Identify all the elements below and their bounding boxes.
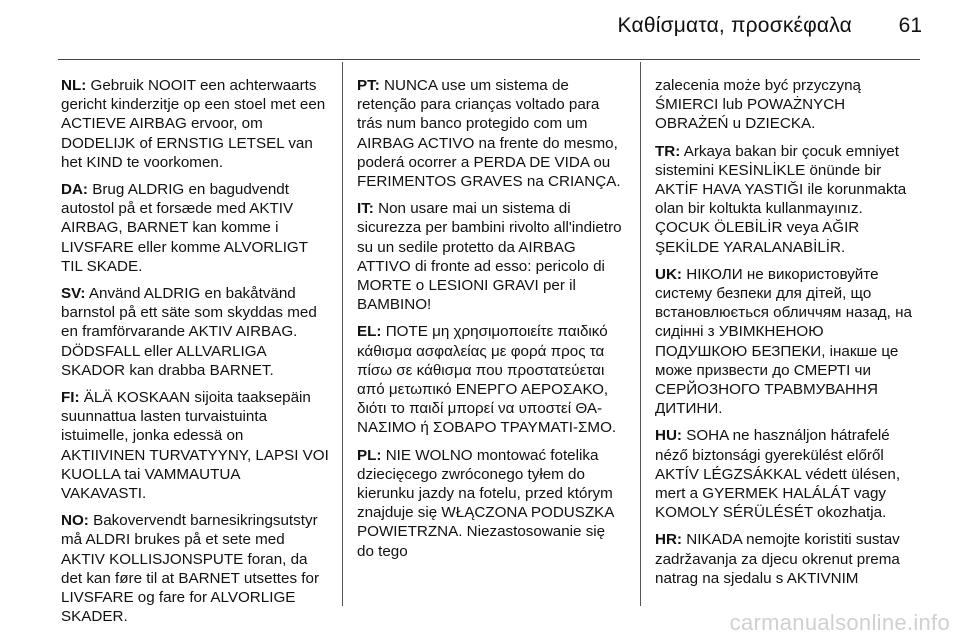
column-divider bbox=[640, 62, 641, 606]
language-code: IT: bbox=[357, 200, 374, 218]
column-divider bbox=[342, 62, 343, 606]
warning-text: Brug ALDRIG en bagudvendt autostol på et forsæde med AKTIV AIRBAG, BARNET kan komme i LIVSFARE eller komme ALVORLIGT TIL SKADE. bbox=[61, 181, 308, 275]
header-rule bbox=[58, 59, 920, 60]
language-code: EL: bbox=[357, 323, 382, 341]
page-title: Καθίσματα, προσκέφαλα bbox=[617, 14, 852, 37]
column-1 bbox=[61, 76, 329, 634]
warning-text: NUNCA use um sistema de retenção para crianças voltado para trás num banco protegido com um AIRBAG ACTIVO na frente do mesmo, poderá ocorrer a PERDA DE VIDA ou FERIMENTOS GRAVES na CRIANÇA. bbox=[357, 77, 621, 191]
warning-text: Använd ALDRIG en bakåtvänd barnstol på ett säte som skyddas med en framförvarande AKTIV AIRBAG. DÖDSFALL eller ALLVARLIGA SKADOR kan drabba BARNET. bbox=[61, 285, 317, 379]
warning-paragraph-nl bbox=[61, 76, 329, 172]
language-code: PL: bbox=[357, 446, 382, 464]
warning-text: zalecenia może być przyczyną ŚMIERCI lub POWAŻNYCH OBRAŻEŃ u DZIECKA. bbox=[655, 77, 861, 133]
page-header bbox=[0, 0, 960, 60]
warning-paragraph-sv bbox=[61, 284, 329, 380]
watermark: carmanualsonline.info bbox=[729, 610, 950, 635]
warning-paragraph-it bbox=[357, 199, 625, 314]
language-code: HU: bbox=[655, 427, 682, 445]
language-code: FI: bbox=[61, 389, 80, 407]
language-code: NL: bbox=[61, 77, 87, 94]
warning-text: ΠΟΤΕ μη χρησιμοποιείτε παιδικό κάθισμα ασφαλείας με φορά προς τα πίσω σε κάθισμα που προστατεύεται από μετωπικό ΕΝΕΡΓΟ ΑΕΡΟΣΑΚΟ, διότι το παιδί μπορεί να υποστεί ΘΑ-ΝΑΣΙΜΟ ή ΣΟΒΑΡΟ ΤΡΑΥΜΑΤΙ-ΣΜΟ. bbox=[357, 323, 617, 437]
warning-paragraph-da bbox=[61, 180, 329, 276]
warning-paragraph-no bbox=[61, 511, 329, 626]
language-code: DA: bbox=[61, 181, 88, 199]
warning-text: Gebruik NOOIT een achterwaarts gericht kinderzitje op een stoel met een ACTIEVE AIRBAG ervoor, om DODELIJK of ERNSTIG LETSEL van het KIND te voorkomen. bbox=[61, 77, 326, 171]
language-code: UK: bbox=[655, 265, 682, 283]
warning-paragraph-pl bbox=[357, 446, 625, 561]
warning-paragraph-el bbox=[357, 322, 625, 437]
page-number: 61 bbox=[898, 14, 922, 37]
warning-text: SOHA ne használjon hátrafelé néző biztonsági gyerekülést előről AKTÍV LÉGZSÁKKAL védett ülésen, mert a GYERMEK HALÁLÁT vagy KOMOLY SÉRÜLÉSÉT okozhatja. bbox=[655, 427, 901, 522]
warning-paragraph-tr bbox=[655, 142, 917, 257]
column-2 bbox=[357, 76, 625, 569]
warning-text: Bakovervendt barnesikringsutstyr må ALDRI brukes på et sete med AKTIV KOLLISJONSPUTE foran, da det kan føre til at BARNET utsettes for LIVSFARE og fare for ALVORLIGE SKADER. bbox=[61, 512, 320, 626]
language-code: SV: bbox=[61, 285, 86, 303]
warning-text: ÄLÄ KOSKAAN sijoita taaksepäin suunnattua lasten turvaistuinta istuimelle, jonka edessä on AKTIIVINEN TURVATYYNY, LAPSI VOI KUOLLA tai VAMMAUTUA VAKAVASTI. bbox=[61, 389, 329, 503]
warning-paragraph-hu bbox=[655, 426, 917, 522]
warning-paragraph-pl-continued bbox=[655, 76, 917, 134]
warning-text: Non usare mai un sistema di sicurezza per bambini rivolto all'indietro su un sedile protetto da AIRBAG ATTIVO di fronte ad esso: pericolo di MORTE o LESIONI GRAVI per il BAMBINO! bbox=[357, 200, 622, 314]
language-code: TR: bbox=[655, 142, 681, 160]
warning-text: NIKADA nemojte koristiti sustav zadržavanja za djecu okrenut prema natrag na sjedalu s AKTIVNIM bbox=[655, 531, 900, 587]
column-3 bbox=[655, 76, 917, 596]
warning-paragraph-hr bbox=[655, 530, 917, 588]
warning-text: NIE WOLNO montować fotelika dziecięcego zwróconego tyłem do kierunku jazdy na fotelu, przed którym znajduje się WŁĄCZONA PODUSZKA POWIETRZNA. Niezastosowanie się do tego bbox=[357, 446, 614, 560]
warning-text: НІКОЛИ не використовуйте систему безпеки для дітей, що встановлюється обличчям назад, на сидінні з УВІМКНЕНОЮ ПОДУШКОЮ БЕЗПЕКИ, інакше це може призвести до СМЕРТІ чи СЕРЙОЗНОГО ТРАВМУВАННЯ ДИТИНИ. bbox=[655, 265, 912, 418]
warning-text: Arkaya bakan bir çocuk emniyet sistemini KESİNLİKLE önünde bir AKTİF HAVA YASTIĞI ile korunmakta olan bir koltukta kullanmayınız. ÇOCUK ÖLEBİLİR veya AĞIR ŞEKİLDE YARALANABİLİR. bbox=[655, 142, 907, 256]
warning-paragraph-uk bbox=[655, 265, 917, 419]
warning-paragraph-pt bbox=[357, 76, 625, 191]
language-code: NO: bbox=[61, 512, 89, 530]
warning-paragraph-fi bbox=[61, 388, 329, 503]
language-code: PT: bbox=[357, 77, 380, 94]
language-code: HR: bbox=[655, 531, 682, 549]
